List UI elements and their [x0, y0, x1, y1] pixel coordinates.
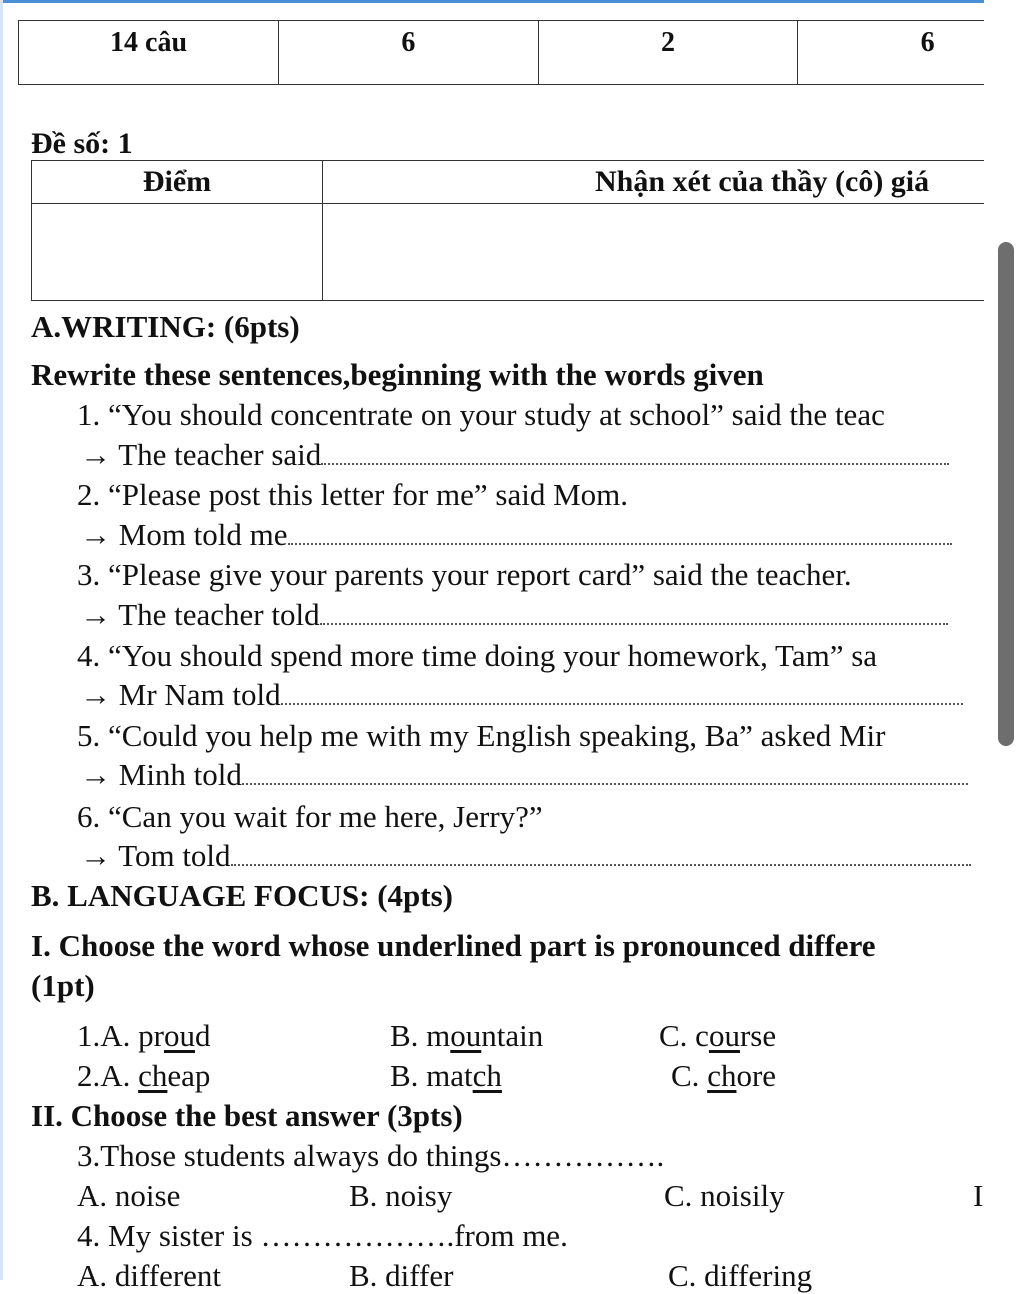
summary-cell: 6: [279, 21, 539, 85]
dotted-blank: [231, 858, 971, 866]
score-header: Điểm: [32, 161, 323, 204]
answer-line-2[interactable]: [80, 517, 952, 553]
stem-text: 4. My sister is: [77, 1218, 260, 1253]
window-left-border: [0, 0, 3, 1280]
score-box[interactable]: [32, 204, 323, 301]
underlined-part: ou: [164, 1018, 195, 1053]
section-a-instruction: Rewrite these sentences,beginning with the words given: [31, 357, 764, 393]
answer-line-6[interactable]: [80, 838, 971, 874]
dotted-blank: …………….: [502, 1138, 665, 1173]
summary-table: [18, 20, 1024, 85]
dotted-blank: [288, 537, 952, 545]
answer-line-5[interactable]: [80, 757, 968, 793]
stem-text: from me.: [454, 1218, 568, 1253]
summary-cell: 2: [538, 21, 798, 85]
option-text: B. mat: [390, 1058, 473, 1093]
option-text: C. c: [659, 1018, 709, 1053]
q3-option-c[interactable]: C. noisily: [664, 1178, 785, 1214]
option-text: 2.A.: [77, 1058, 138, 1093]
summary-cell: 6: [798, 21, 1024, 85]
answer-prompt: → Mom told me: [80, 517, 288, 552]
section-a-heading: A.WRITING: (6pts): [31, 309, 300, 345]
option-text: B. m: [390, 1018, 450, 1053]
window-top-border: [0, 0, 1024, 3]
part-2-heading: II. Choose the best answer (3pts): [31, 1098, 463, 1134]
option-text: 1.A. pr: [77, 1018, 164, 1053]
option-text: d: [195, 1018, 211, 1053]
option-text: eap: [167, 1058, 210, 1093]
answer-prompt: → Mr Nam told: [80, 677, 281, 712]
q1-option-a[interactable]: [77, 1018, 210, 1054]
dotted-blank: [320, 617, 948, 625]
option-text: ore: [736, 1058, 776, 1093]
answer-prompt: → Tom told: [80, 838, 231, 873]
q4-option-b[interactable]: B. differ: [349, 1258, 453, 1294]
stem-text: 3.Those students always do things: [77, 1138, 502, 1173]
option-text: C.: [671, 1058, 707, 1093]
question-3-stem: [77, 1138, 664, 1174]
q2-option-a[interactable]: [77, 1058, 210, 1094]
summary-cell: 14 câu: [19, 21, 279, 85]
q3-option-d[interactable]: I: [973, 1178, 983, 1214]
answer-prompt: → Minh told: [80, 757, 242, 792]
comment-box[interactable]: [323, 204, 1024, 301]
underlined-part: ch: [707, 1058, 736, 1093]
underlined-part: ou: [709, 1018, 740, 1053]
question-4-stem: [77, 1218, 568, 1254]
q4-option-c[interactable]: C. differing: [668, 1258, 812, 1294]
answer-prompt: → The teacher told: [80, 597, 320, 632]
answer-line-4[interactable]: [80, 677, 963, 713]
dotted-blank: [242, 777, 968, 785]
part-1-heading: I. Choose the word whose underlined part is pronounced differe: [31, 928, 876, 964]
q3-option-b[interactable]: B. noisy: [349, 1178, 452, 1214]
dotted-blank: ……………….: [260, 1218, 454, 1253]
answer-line-3[interactable]: [80, 597, 948, 633]
q1-option-b[interactable]: [390, 1018, 543, 1054]
underlined-part: ou: [450, 1018, 481, 1053]
question-6: 6. “Can you wait for me here, Jerry?”: [77, 799, 543, 835]
option-text: ntain: [481, 1018, 543, 1053]
dotted-blank: [281, 697, 963, 705]
q2-option-b[interactable]: [390, 1058, 502, 1094]
vertical-scrollbar[interactable]: [998, 242, 1014, 746]
underlined-part: ch: [473, 1058, 502, 1093]
q1-option-c[interactable]: [659, 1018, 776, 1054]
score-table: [31, 160, 1024, 301]
option-text: rse: [740, 1018, 776, 1053]
answer-prompt: → The teacher said: [80, 437, 321, 472]
section-b-heading: B. LANGUAGE FOCUS: (4pts): [31, 878, 453, 914]
q2-option-c[interactable]: [671, 1058, 776, 1094]
underlined-part: ch: [138, 1058, 167, 1093]
question-4: 4. “You should spend more time doing your homework, Tam” sa: [77, 638, 877, 674]
question-3: 3. “Please give your parents your report card” said the teacher.: [77, 557, 852, 593]
question-1: 1. “You should concentrate on your study at school” said the teac: [77, 397, 885, 433]
q3-option-a[interactable]: A. noise: [77, 1178, 180, 1214]
question-2: 2. “Please post this letter for me” said Mom.: [77, 477, 628, 513]
question-5: 5. “Could you help me with my English speaking, Ba” asked Mir: [77, 718, 885, 754]
comment-header: Nhận xét của thầy (cô) giá: [323, 161, 1024, 204]
exam-number: Đề số: 1: [31, 126, 133, 162]
part-1-points: (1pt): [31, 968, 95, 1004]
q4-option-a[interactable]: A. different: [77, 1258, 221, 1294]
dotted-blank: [321, 457, 949, 465]
answer-line-1[interactable]: [80, 437, 949, 473]
